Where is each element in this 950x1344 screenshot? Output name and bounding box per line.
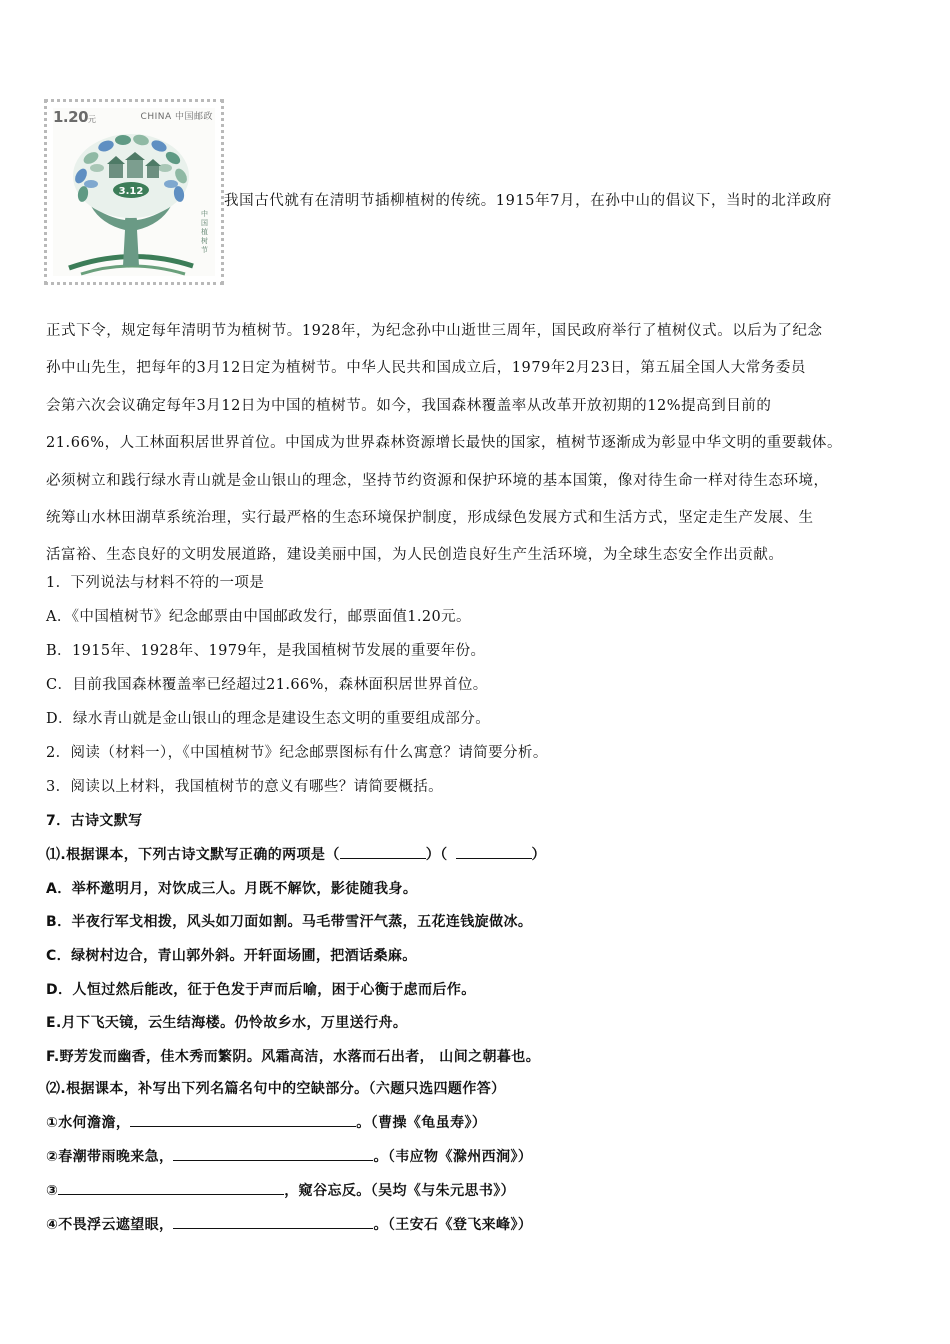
fill-blank-3[interactable] <box>58 1180 284 1195</box>
passage-line: 会第六次会议确定每年3月12日为中国的植树节。如今，我国森林覆盖率从改革开放初期的12%提高到目前的 <box>46 397 772 414</box>
passage-line: 活富裕、生态良好的文明发展道路，建设美丽中国，为人民创造良好生产生活环境，为全球生态安全作出贡献。 <box>46 547 784 564</box>
question-1: 1．下列说法与材料不符的一项是 <box>46 575 265 591</box>
tree-day-stamp <box>44 99 224 285</box>
answer-blank-2[interactable] <box>456 844 532 859</box>
poetry-part-2: ⑵.根据课本，补写出下列名篇名句中的空缺部分。（六题只选四题作答） <box>46 1081 506 1097</box>
passage-line: 正式下令，规定每年清明节为植树节。1928年，为纪念孙中山逝世三周年，国民政府举行了植树仪式。以后为了纪念 <box>46 323 823 339</box>
fill-line-4: ④不畏浮云遮望眼， 。（王安石《登飞来峰》） <box>46 1214 532 1234</box>
stamp-country: CHINA 中国邮政 <box>140 112 213 122</box>
fill-blank-2[interactable] <box>173 1146 373 1161</box>
question-1-option-a: A．《中国植树节》纪念邮票由中国邮政发行，邮票面值1.20元。 <box>46 609 471 625</box>
poetry-option-c: C．绿树村边合，青山郭外斜。开轩面场圃，把酒话桑麻。 <box>46 948 417 964</box>
passage-body <box>46 313 908 575</box>
poetry-option-f: F.野芳发而幽香，佳木秀而繁阴。风霜高洁，水落而石出者， 山间之朝暮也。 <box>46 1049 541 1065</box>
stamp-badge: 3.12 <box>118 186 144 197</box>
poetry-option-a: A．举杯邀明月，对饮成三人。月既不解饮，影徒随我身。 <box>46 881 418 897</box>
poetry-option-e: E.月下飞天镜，云生结海楼。仍怜故乡水，万里送行舟。 <box>46 1015 408 1031</box>
fill-line-3: ③ ，窥谷忘反。（吴均《与朱元思书》） <box>46 1180 515 1200</box>
poetry-part-1: ⑴.根据课本，下列古诗文默写正确的两项是（ ）（ ） <box>46 844 546 864</box>
fill-line-1: ①水何澹澹， 。（曹操《龟虽寿》） <box>46 1112 486 1132</box>
passage-line: 统筹山水林田湖草系统治理，实行最严格的生态环境保护制度，形成绿色发展方式和生活方式，坚定走生产发展、生 <box>46 510 814 527</box>
passage-line: 21.66%，人工林面积居世界首位。中国成为世界森林资源增长最快的国家，植树节逐渐成为彰显中华文明的重要载体。 <box>46 435 843 452</box>
stamp-side-text: 中国植树节 <box>201 210 208 254</box>
passage-line: 必须树立和践行绿水青山就是金山银山的理念，坚持节约资源和保护环境的基本国策，像对待生命一样对待生态环境， <box>46 472 829 489</box>
poetry-heading: 7．古诗文默写 <box>46 813 143 829</box>
fill-blank-4[interactable] <box>173 1214 373 1229</box>
question-3: 3．阅读以上材料，我国植树节的意义有哪些？请简要概括。 <box>46 779 444 795</box>
stamp-value: 1.20元 <box>53 108 96 126</box>
question-2: 2．阅读（材料一），《中国植树节》纪念邮票图标有什么寓意？请简要分析。 <box>46 745 548 761</box>
poetry-option-b: B．半夜行军戈相拨，风头如刀面如割。马毛带雪汗气蒸，五花连钱旋做冰。 <box>46 914 533 930</box>
question-1-option-c: C．目前我国森林覆盖率已经超过21.66%，森林面积居世界首位。 <box>46 677 488 693</box>
question-1-option-b: B．1915年、1928年、1979年，是我国植树节发展的重要年份。 <box>46 643 486 659</box>
passage-line: 孙中山先生，把每年的3月12日定为植树节。中华人民共和国成立后，1979年2月23日，第五届全国人大常务委员 <box>46 360 806 377</box>
fill-blank-1[interactable] <box>130 1112 356 1127</box>
passage-intro: 我国古代就有在清明节插柳植树的传统。1915年7月，在孙中山的倡议下，当时的北洋政府 <box>224 193 832 209</box>
fill-line-2: ②春潮带雨晚来急， 。（韦应物《滁州西涧》） <box>46 1146 532 1166</box>
tree-leaves <box>73 133 190 218</box>
question-1-option-d: D．绿水青山就是金山银山的理念是建设生态文明的重要组成部分。 <box>46 711 491 727</box>
answer-blank-1[interactable] <box>340 844 426 859</box>
poetry-option-d: D．人恒过然后能改，征于色发于声而后喻，困于心衡于虑而后作。 <box>46 982 476 998</box>
tree-hands-icon <box>61 128 201 276</box>
